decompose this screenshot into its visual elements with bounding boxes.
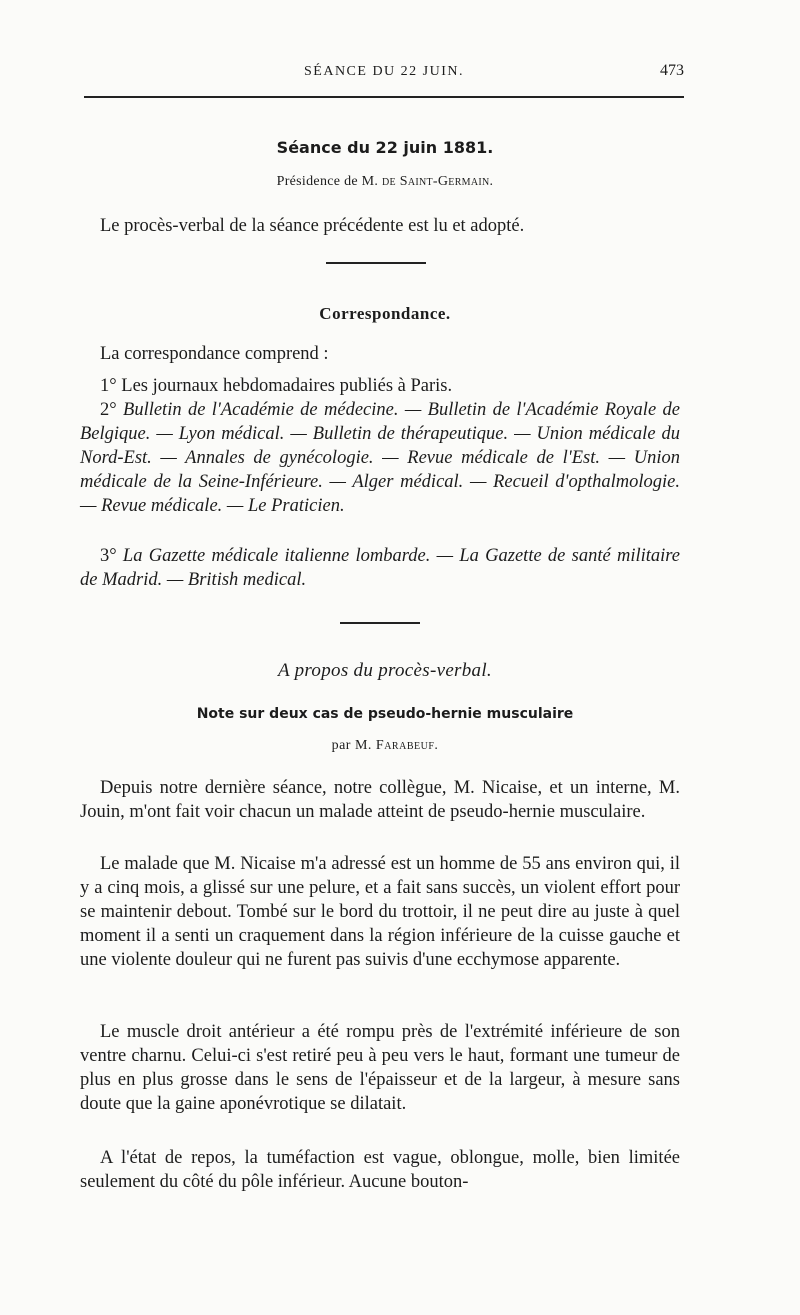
seance-title: Séance du 22 juin 1881. [276, 138, 494, 157]
paragraph: Le malade que M. Nicaise m'a adressé est un homme de 55 ans environ qui, il y a cinq mois, a glissé sur une pelure, et a fait sans succès, un violent effort pour se maintenir debout. Tombé sur le bord du trottoir, il ne peut dire au juste à quel moment il a senti un craquement dans la région inférieure de la cuisse gauche et une violente douleur qui ne furent pas suivis d'une ecchymose apparente. [80, 854, 680, 970]
item-2-number: 2° [100, 400, 124, 420]
author-line [0, 738, 770, 754]
apropos-title: A propos du procès-verbal. [278, 660, 492, 681]
presidence-prefix: Présidence de M. [276, 174, 383, 189]
author-prefix: par M. [331, 738, 376, 753]
note-title: Note sur deux cas de pseudo-hernie musculaire [196, 706, 574, 722]
author-name: Farabeuf. [375, 738, 439, 753]
proces-verbal-line: Le procès-verbal de la séance précédente est lu et adopté. [100, 216, 525, 236]
item-3-journals: La Gazette médicale italienne lombarde. — La Gazette de santé militaire de Madrid. — British medical. [80, 546, 681, 590]
page-number: 473 [660, 62, 684, 79]
running-head-title: SÉANCE DU 22 JUIN. [304, 64, 464, 79]
paragraph: Le muscle droit antérieur a été rompu près de l'extrémité inférieure de son ventre charnu. Celui-ci s'est retiré peu à peu vers le haut, formant une tumeur de plus en plus grosse dans le sens de l'épaisseur et de la largeur, à mesure sans doute que la gaine aponévrotique se dilatait. [80, 1022, 680, 1114]
section-divider [340, 622, 420, 624]
correspondance-item-3 [80, 544, 680, 592]
correspondance-item-2 [80, 398, 680, 518]
item-3-number: 3° [100, 546, 123, 566]
correspondance-intro: La correspondance comprend : [100, 344, 329, 364]
paragraph: A l'état de repos, la tuméfaction est vague, oblongue, molle, bien limitée seulement du côté du pôle inférieur. Aucune bouton- [80, 1148, 680, 1192]
section-divider [326, 262, 426, 264]
item-2-journals: Bulletin de l'Académie de médecine. — Bulletin de l'Académie Royale de Belgique. — Lyon médical. — Bulletin de thérapeutique. — Union médicale du Nord-Est. — Annales de gynécologie. — Revue médicale de l'Est. — Union médicale de la Seine-Inférieure. — Alger médical. — Recueil d'opthalmologie. — Revue médicale. — Le Praticien. [80, 400, 680, 516]
president-name: de Saint-Germain. [382, 174, 494, 189]
correspondance-title: Correspondance. [319, 304, 451, 323]
paragraph: Depuis notre dernière séance, notre collègue, M. Nicaise, et un interne, M. Jouin, m'ont fait voir chacun un malade atteint de pseudo-hernie musculaire. [80, 778, 680, 822]
header-rule [84, 96, 684, 98]
running-head [84, 62, 684, 86]
correspondance-item-1: 1° Les journaux hebdomadaires publiés à Paris. [100, 376, 453, 396]
presidence-line [0, 174, 770, 190]
